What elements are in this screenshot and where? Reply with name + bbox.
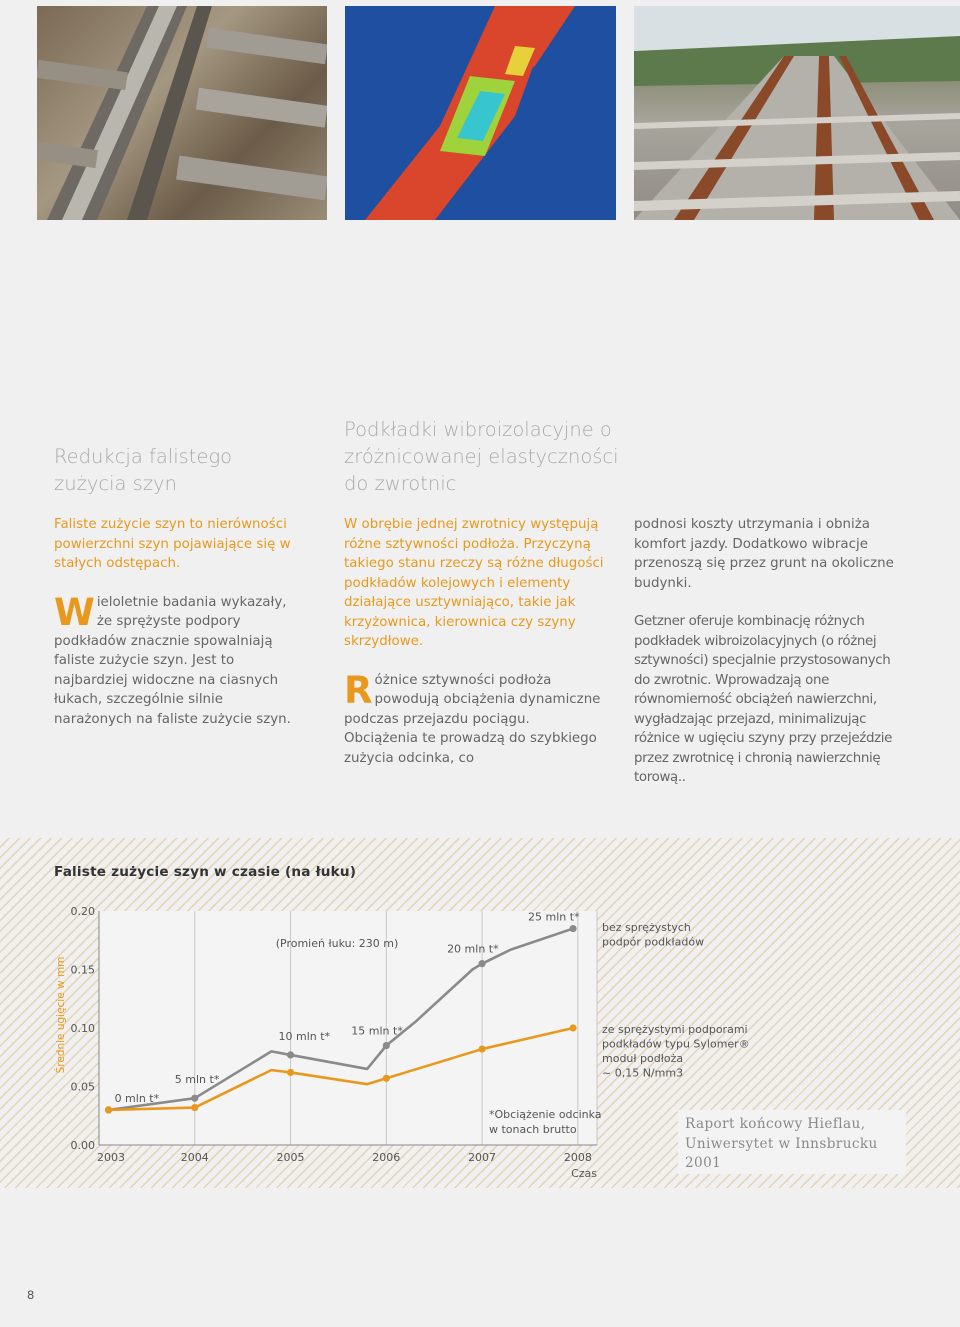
series-label: moduł podłoża (602, 1052, 684, 1065)
load-marker-label: 20 mln t* (447, 942, 499, 956)
y-tick-label: 0.10 (70, 1022, 95, 1035)
data-point (569, 1024, 576, 1031)
footnote-line: *Obciążenie odcinka (489, 1108, 602, 1121)
series-label: podkładów typu Sylomer® (602, 1037, 750, 1051)
y-tick-label: 0.05 (70, 1080, 95, 1094)
x-tick-label: 2004 (180, 1151, 209, 1164)
report-line: Raport końcowy Hieflau, (685, 1116, 866, 1132)
data-point (191, 1095, 198, 1102)
section3-paragraph: Getzner oferuje kombinację różnych podkładek wibroizolacyjnych (o różnej sztywności) specjalnie przystosowanych do zwrotnic. Wprowadzają one równomierność obciążeń nawierzchni, wygładzając przejazd, minimalizując różnice w ugięciu szyny przy przejeździe przez zwrotnicę i chronią nawierzchnię torową.. (634, 614, 893, 785)
x-axis-label: Czas (571, 1167, 597, 1180)
series-label: ~ 0,15 N/mm3 (602, 1066, 684, 1080)
y-tick-label: 0.20 (70, 905, 95, 918)
dropcap: R (344, 668, 373, 712)
footnote-line: w tonach brutto (489, 1123, 577, 1136)
y-axis-label: Średnie ugięcie w mm (55, 956, 67, 1074)
series-label: ze sprężystymi podporami (602, 1023, 748, 1036)
load-marker-label: 5 mln t* (174, 1073, 220, 1087)
radius-note: (Promień łuku: 230 m) (275, 937, 399, 950)
y-tick-label: 0.00 (70, 1139, 95, 1152)
data-point (478, 960, 485, 967)
load-marker-label: 15 mln t* (351, 1024, 403, 1038)
data-point (478, 1045, 485, 1052)
report-line: 2001 (685, 1155, 722, 1171)
data-point (383, 1042, 390, 1049)
data-point (191, 1104, 198, 1111)
section2-lead: W obrębie jednej zwrotnicy występują różne sztywności podłoża. Przyczyną takiego stanu rzeczy są różne długości podkładów kolejowych i elementy działające usztywniająco, takie jak krzyżownica, kierownica czy szyny skrzydłowe. (344, 517, 604, 649)
report-citation (678, 1110, 906, 1174)
page-number: 8 (27, 1288, 35, 1302)
x-tick-label: 2008 (563, 1151, 592, 1164)
series-label: bez sprężystych (602, 921, 691, 934)
heading-line: do zwrotnic (344, 472, 457, 495)
x-tick-label: 2006 (372, 1151, 401, 1164)
heading-line: zużycia szyn (54, 472, 177, 495)
series-label: podpór podkładów (602, 935, 705, 949)
section3-paragraph: podnosi koszty utrzymania i obniża komfort jazdy. Dodatkowo wibracje przenoszą się przez grunt na okoliczne budynki. (634, 517, 894, 591)
report-line: Uniwersytet w Innsbrucku (685, 1135, 878, 1152)
section2-body-text: óżnice sztywności podłoża powodują obciążenia dynamiczne podczas przejazdu pociągu. Obciążenia te prowadzą do szybkiego zużycia odcinka, co (344, 672, 601, 766)
load-marker-label: 0 mln t* (114, 1091, 160, 1105)
data-point (569, 925, 576, 932)
x-tick-label: 2007 (468, 1151, 497, 1164)
data-point (105, 1106, 112, 1113)
data-point (383, 1075, 390, 1082)
dropcap: W (54, 590, 95, 634)
x-tick-label: 2005 (276, 1151, 305, 1164)
section1-lead: Faliste zużycie szyn to nierówności powierzchni szyn pojawiające się w stałych odstępach. (54, 517, 291, 571)
data-point (287, 1069, 294, 1076)
heading-line: Podkładki wibroizolacyjne o (344, 418, 612, 441)
y-tick-label: 0.15 (70, 963, 95, 977)
load-marker-label: 10 mln t* (278, 1029, 331, 1043)
heading-line: Redukcja falistego (54, 445, 233, 468)
x-tick-label: 2003 (97, 1151, 125, 1164)
section1-body-text: ieloletnie badania wykazały, że sprężyste podpory podkładów znacznie spowalniają faliste zużycie szyn. Jest to najbardziej widoczne na ciasnych łukach, szczególnie silnie narażonych na faliste zużycie szyn. (54, 594, 291, 727)
chart-title: Faliste zużycie szyn w czasie (na łuku) (54, 864, 357, 880)
heading-line: zróżnicowanej elastyczności (344, 445, 619, 468)
data-point (287, 1051, 294, 1058)
load-marker-label: 25 mln t* (528, 910, 580, 924)
